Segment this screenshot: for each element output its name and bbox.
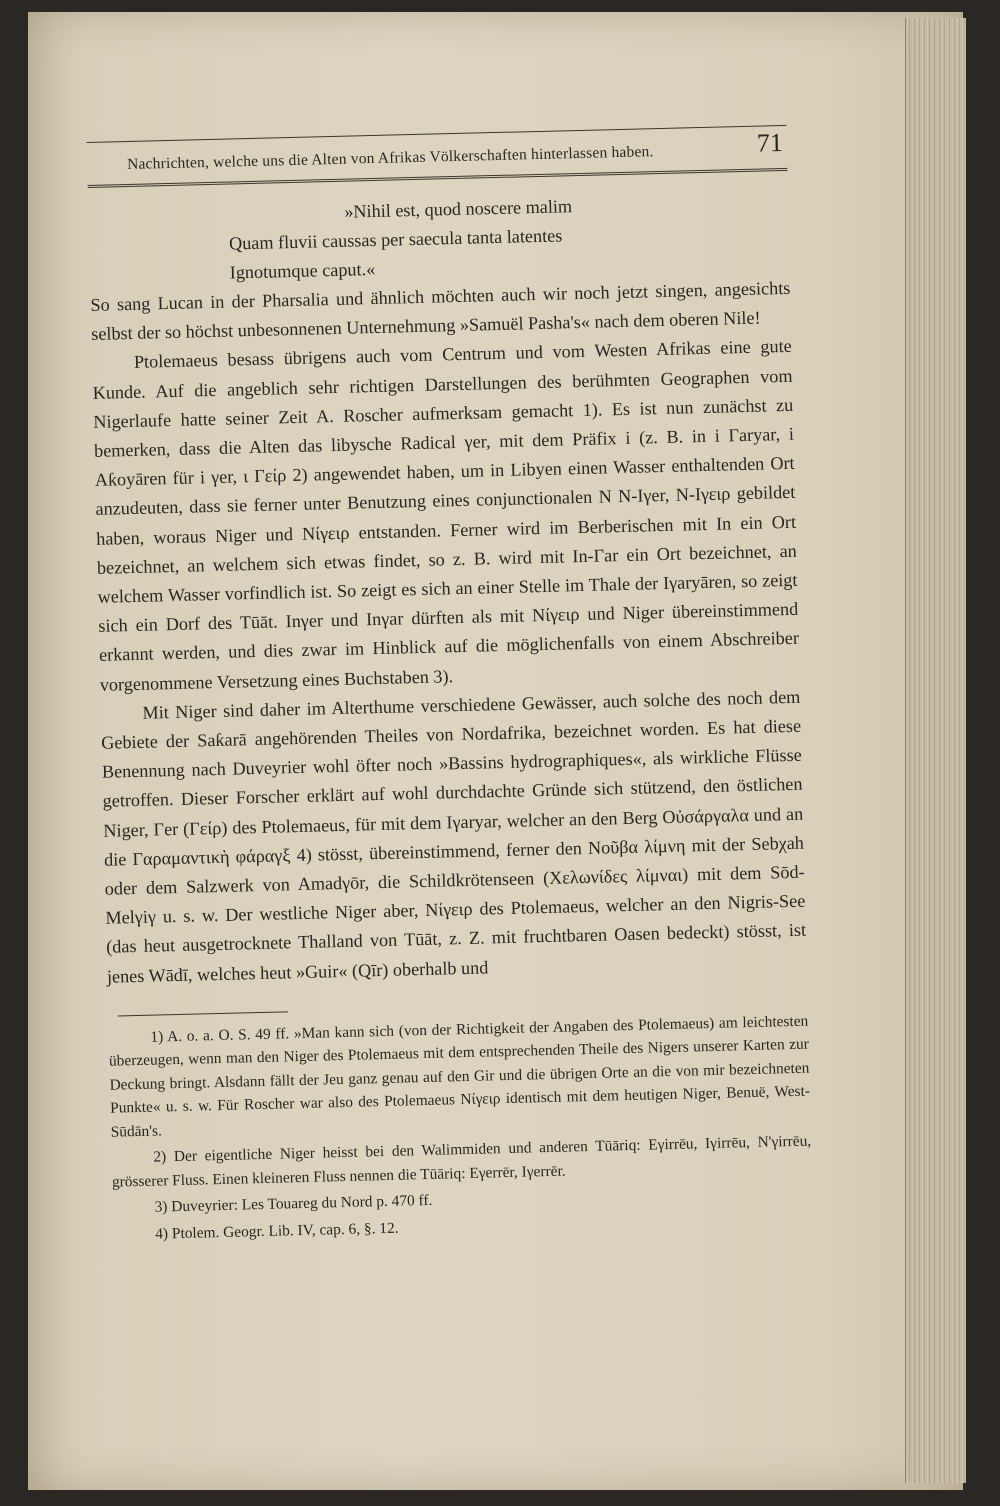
running-head [87,125,788,188]
verse-line: Ignotumque caput.« [229,258,376,283]
footnotes [108,1010,813,1248]
paragraph: So sang Lucan in der Pharsalia und ähnlich möchten auch wir noch jetzt singen, angesichts selbst der so höchst unbesonnenen Unternehmung »Samuël Pasha's« nach dem oberen Nile! [90,277,791,345]
paragraph: Ptolemaeus besass übrigens auch vom Centrum und vom Westen Afrikas eine gute Kunde. Auf die angeblich sehr richtigen Darstellungen des berühmten Geographen vom Nigerlaufe hatte seiner Zeit A. Roscher aufmerksam gemacht 1). Es ist nun zunächst zu bemerken, dass die Alten das libysche Radical γer, mit dem Präfix i (z. B. in i Γaryar, i Aƙoyāren für i γer, ι Γείρ 2) angewendet haben, um in Libyen einen Wasser enthaltenden Ort anzudeuten, dass sie ferner unter Benutzung eines conjunctionalen N N-Iγer, N-Ιγειρ gebildet haben, woraus Niger und Νίγειρ entstanden. Ferner wird im Berberischen mit In ein Ort bezeichnet, an welchem sich etwas findet, so z. B. wird mit In-Γar ein Ort bezeichnet, an welchem Wasser vorfindlich ist. So zeigt es sich an einer Stelle im Thale der Iγaryāren, so zeigt sich ein Dorf des Tūāt. Inγer und Inγar dürften als mit Νίγειρ und Niger übereinstimmend erkannt werden, und dies zwar im Hinblick auf die möglichenfalls von einem Abschreiber vorgenommene Versetzung eines Buchstaben 3). [92,336,800,695]
page-edges [905,18,966,1483]
footnote: 3) Duveyrier: Les Touareg du Nord p. 470 ff. [154,1192,433,1217]
body-text [90,274,807,992]
footnote: 2) Der eigentliche Niger heisst bei den Walimmiden und anderen Tūāriq: Eγirrēu, Iγirrēu, N'γirrēu, grösserer Fluss. Einen kleineren Fluss nennen die Tūāriq: Eγerrēr, Iγerrēr. [111,1132,812,1191]
page-number: 71 [756,127,784,158]
footnote: 4) Ptolem. Geogr. Lib. IV, cap. 6, §. 12. [155,1219,399,1243]
verse-line: Quam fluvii caussas per saecula tanta latentes [228,225,563,254]
running-title: Nachrichten, welche uns die Alten von Afrikas Völkerschaften hinterlassen haben. [126,143,654,174]
text-block [86,103,813,1250]
paragraph: Mit Niger sind daher im Alterthume verschiedene Gewässer, auch solche des noch dem Gebiete der Saƙarā angehörenden Theiles von Nordafrika, bezeichnet worden. Es hat diese Benennung nach Duveyrier wohl öfter noch »Bassins hydrographiques«, als wirkliche Flüsse getroffen. Dieser Forscher erklärt auf wohl durchdachte Gründe sich stützend, den östlichen Niger, Γer (Γείρ) des Ptolemaeus, für mit dem Iγaryar, welcher an den Berg Οὐσάργαλα und an die Γαραμαντικὴ φάραγξ 4) stösst, übereinstimmend, ferner den Νοῦβα λίμνη mit der Sebχah oder dem Salzwerk von Amadγōr, die Schildkrötenseen (Χελωνίδες λίμναι) mit dem Sōd-Melγiγ u. s. w. Der westliche Niger aber, Νίγειρ des Ptolemaeus, welcher an den Nigris-See (das heut ausgetrocknete Thalland von Tūāt, z. Z. mit fruchtbaren Oasen bedeckt) stösst, ist jenes Wādī, welches heut »Guir« (Qīr) oberhalb und [100,686,807,987]
footnote: 1) A. o. a. O. S. 49 ff. »Man kann sich (von der Richtigkeit der Angaben des Ptolemaeus) am leichtesten überzeugen, wenn man den Niger des Ptolemaeus mit dem entsprechenden Theile des Nigers unserer Karten zur Deckung bringt. Alsdann fällt der Jeu ganz genau auf den Gir und die übrigen Orte an die von mir bezeichneten Punkte« u. s. w. Für Roscher war also des Ptolemaeus Νίγειρ identisch mit dem heutigen Niger, Benuë, West-Sūdān's. [108,1012,811,1141]
verse-quote [88,187,790,291]
footnote-rule [118,1011,288,1016]
verse-line: »Nihil est, quod noscere malim [344,196,573,222]
